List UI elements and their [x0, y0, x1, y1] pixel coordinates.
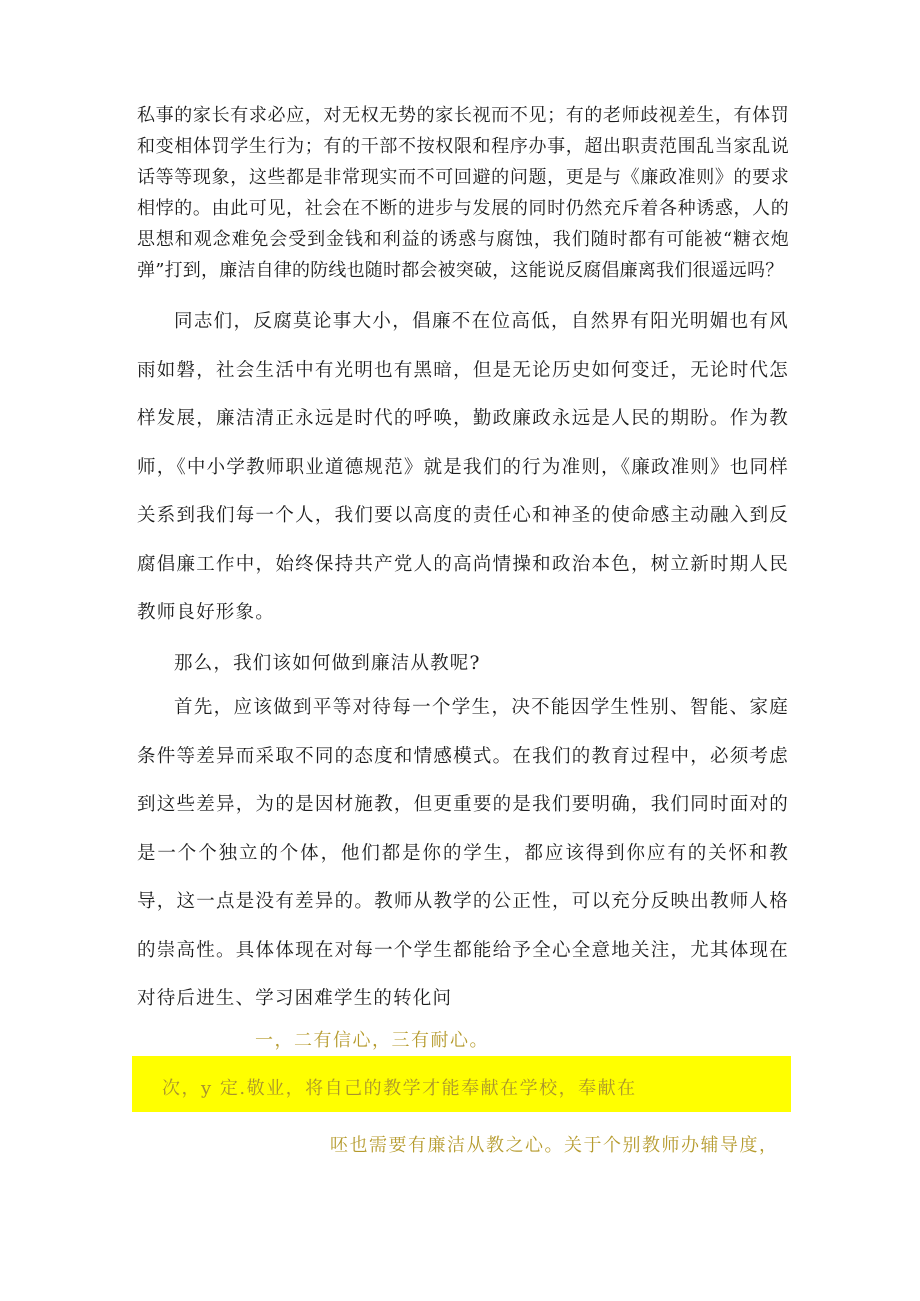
paragraph-question: 那么，我们该如何做到廉洁从教呢?	[174, 653, 481, 674]
paragraph-continuation: 私事的家长有求必应，对无权无势的家长视而不见；有的老师歧视差生，有体罚和变相体罚学生行为；有的干部不按权限和程序办事，超出职责范围乱当家乱说话等等现象，这些都是非常现实而不可回避的问题，更是与《廉政准则》的要求相悖的。由此可见，社会在不断的进步与发展的同时仍然充斥着各种诱惑，人的思想和观念难免会受到金钱和利益的诱惑与腐蚀，我们随时都有可能被“糖衣炮弹”打到，廉洁自律的防线也随时都会被突破，这能说反腐倡廉离我们很遥远吗？	[137, 105, 789, 281]
faded-text-line-3: 呸也需要有廉洁从教之心。关于个别教师办辅导度，	[330, 1135, 779, 1156]
paragraph-anti-corruption: 同志们，反腐莫论事大小，倡廉不在位高低，自然界有阳光明媚也有风雨如磐，社会生活中有光明也有黑暗，但是无论历史如何变迁，无论时代怎样发展，廉洁清正永远是时代的呼唤，勤政廉政永远是人民的期盼。作为教师，《中小学教师职业道德规范》就是我们的行为准则，《廉政准则》也同样关系到我们每一个人，我们要以高度的责任心和神圣的使命感主动融入到反腐倡廉工作中，始终保持共产党人的高尚情操和政治本色，树立新时期人民教师良好形象。	[137, 311, 789, 623]
faded-text-line-2: 次，y 定.敬业，将自己的教学才能奉献在学校，奉献在	[162, 1078, 637, 1099]
faded-text-line-1: 一，二有信心，三有耐心。	[255, 1030, 489, 1051]
paragraph-first-point: 首先，应该做到平等对待每一个学生，决不能因学生性别、智能、家庭条件等差异而采取不同的态度和情感模式。在我们的教育过程中，必须考虑到这些差异，为的是因材施教，但更重要的是我们要明确，我们同时面对的是一个个独立的个体，他们都是你的学生，都应该得到你应有的关怀和教导，这一点是没有差异的。教师从教学的公正性，可以充分反映出教师人格的崇高性。具体体现在对每一个学生都能给予全心全意地关注，尤其体现在对待后进生、学习困难学生的转化问	[137, 697, 789, 1009]
